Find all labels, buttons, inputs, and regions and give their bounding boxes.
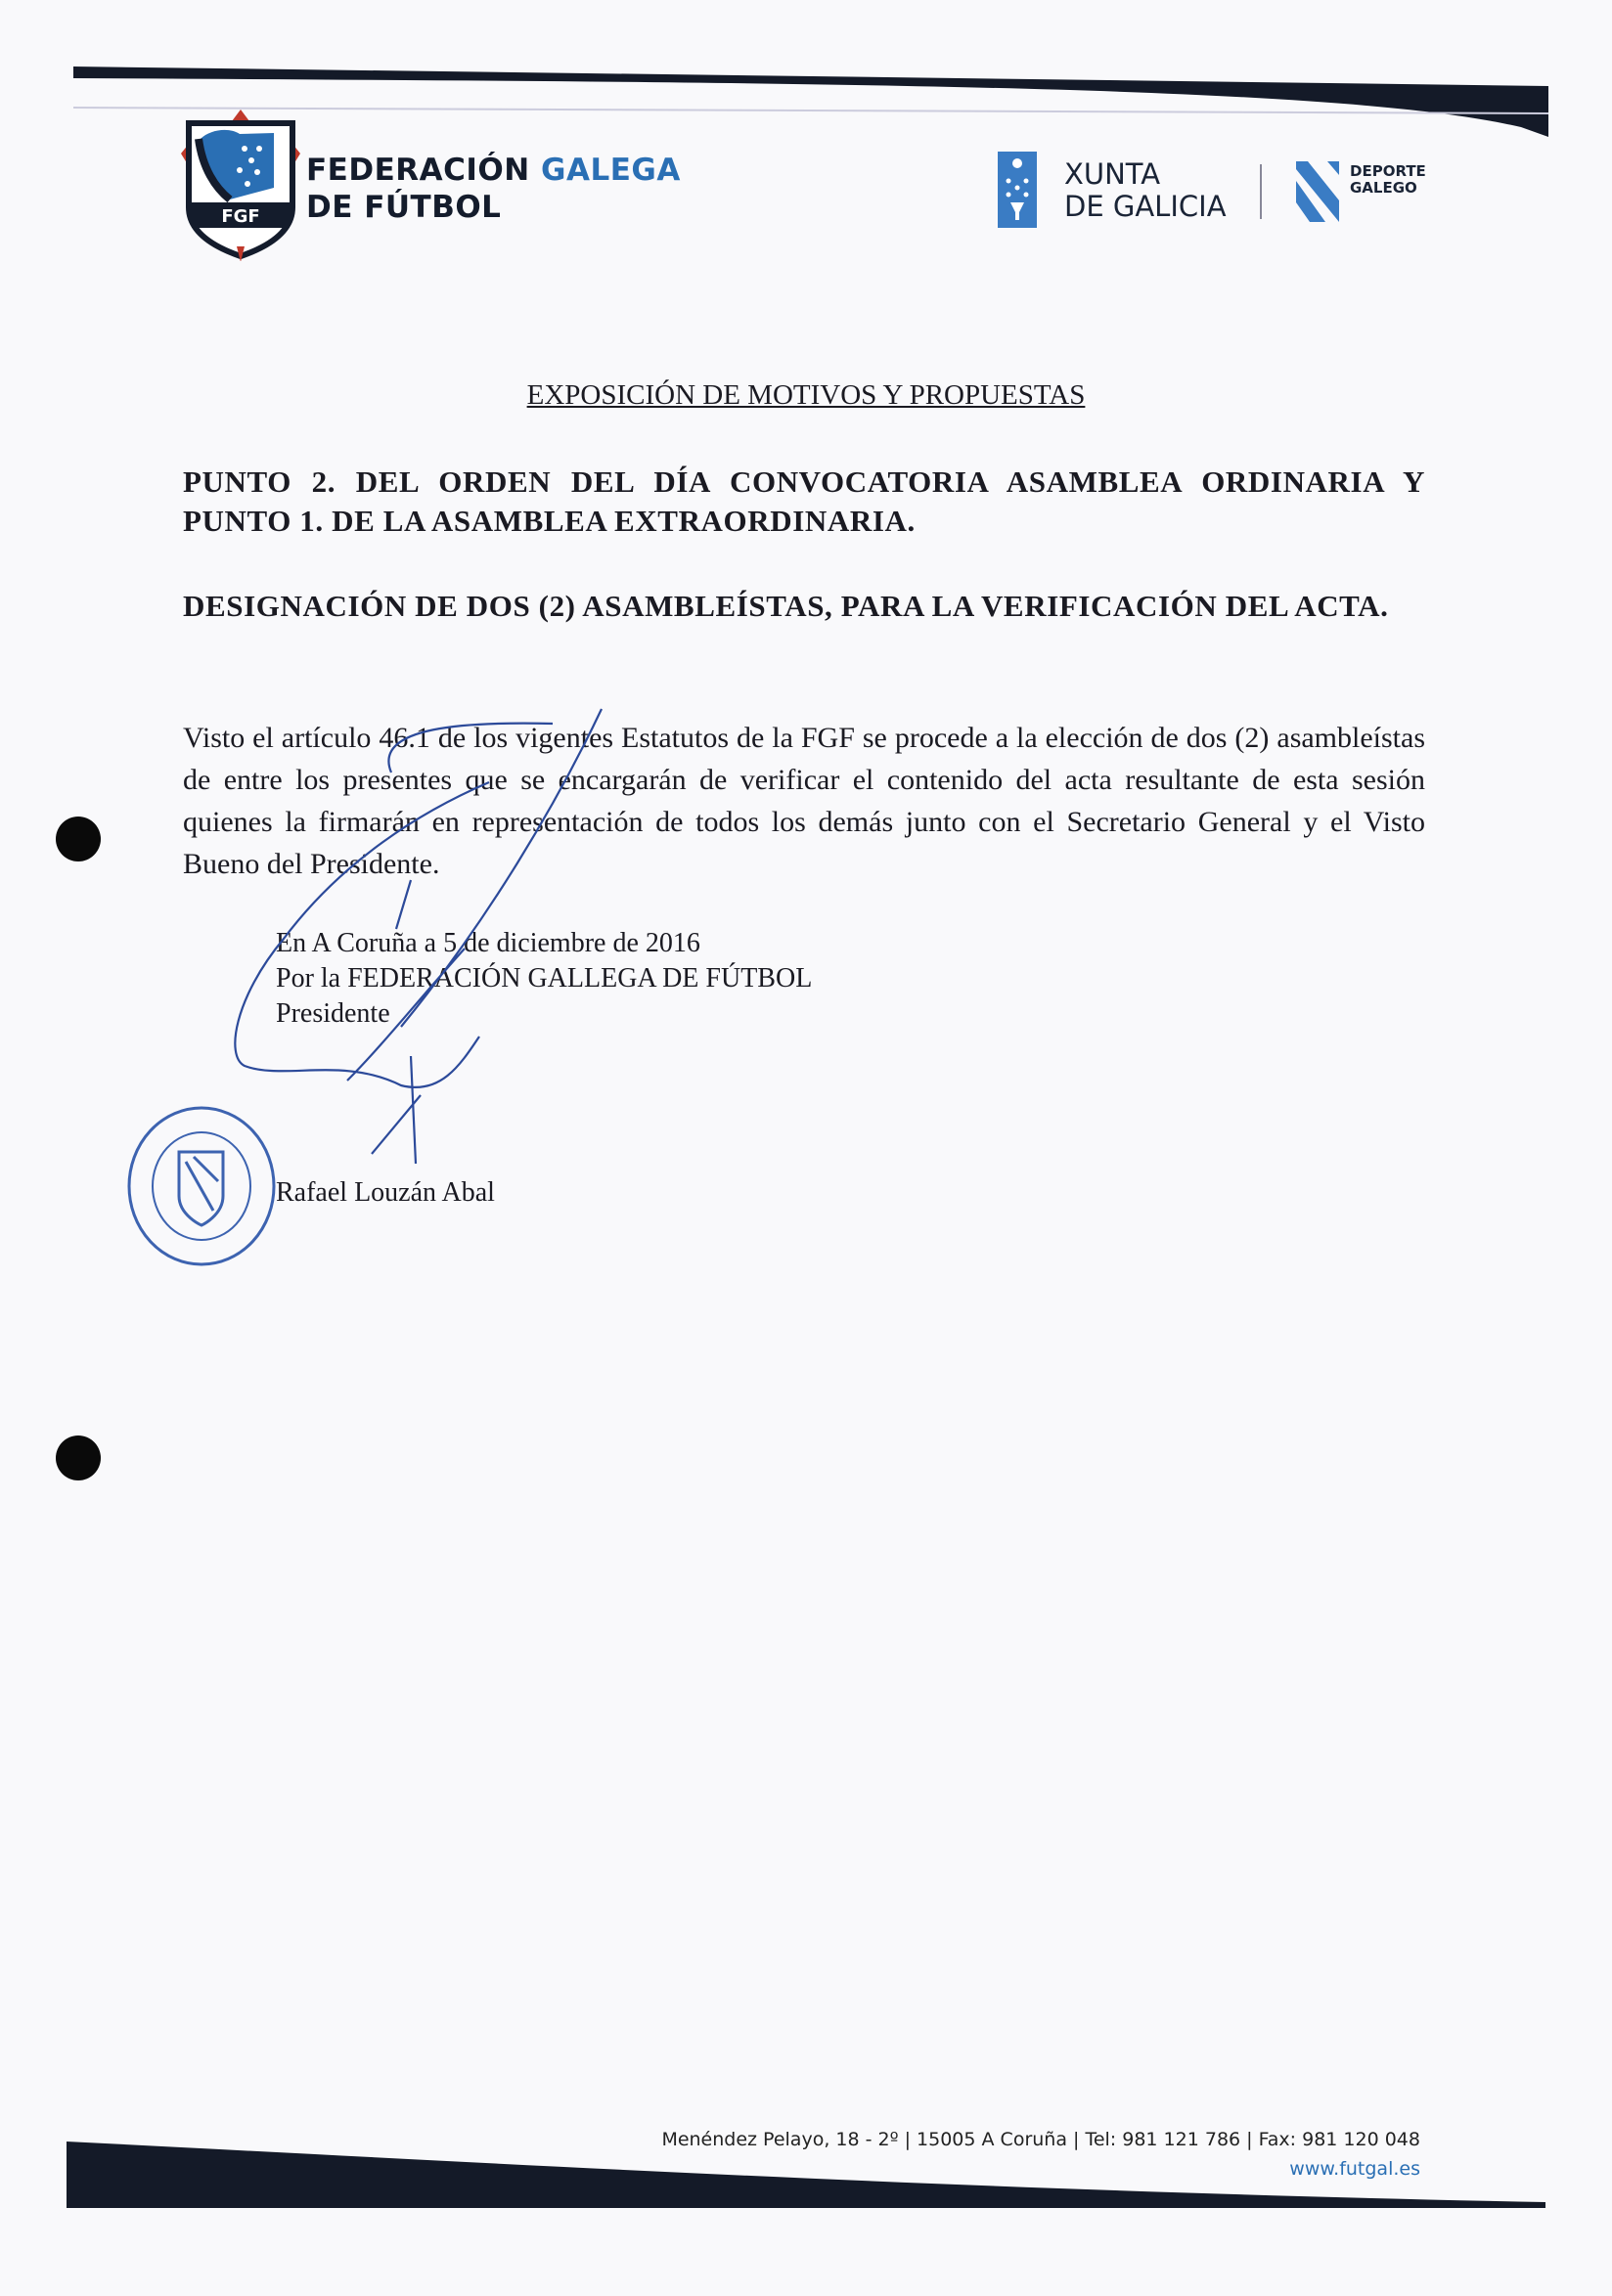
punch-hole xyxy=(56,817,101,861)
role: Presidente xyxy=(276,998,390,1029)
footer-website-link[interactable]: www.futgal.es xyxy=(1289,2158,1420,2180)
xunta-emblem-icon xyxy=(998,152,1037,228)
xunta-line2: DE GALICIA xyxy=(1064,190,1227,223)
designation-heading: DESIGNACIÓN DE DOS (2) ASAMBLEÍSTAS, PARA LA VERIFICACIÓN DEL ACTA. xyxy=(183,589,1389,623)
logo-divider xyxy=(1260,164,1262,219)
place-date: En A Coruña a 5 de diciembre de 2016 xyxy=(276,928,700,958)
org-name xyxy=(306,152,681,226)
org-name-de-futbol: DE FÚTBOL xyxy=(306,190,502,225)
signatory-name: Rafael Louzán Abal xyxy=(276,1177,495,1208)
deporte-line2: GALEGO xyxy=(1350,179,1417,197)
on-behalf: Por la FEDERACIÓN GALLEGA DE FÚTBOL xyxy=(276,963,813,993)
point-heading: PUNTO 2. DEL ORDEN DEL DÍA CONVOCATORIA ASAMBLEA ORDINARIA Y PUNTO 1. DE LA ASAMBLEA EXTRAORDINARIA. xyxy=(183,464,1425,538)
xunta-line1: XUNTA xyxy=(1064,157,1161,191)
org-name-federacion: FEDERACIÓN xyxy=(306,153,530,188)
fgf-logo-text: FGF xyxy=(221,206,260,227)
body-paragraph: Visto el artículo 46.1 de los vigentes Estatutos de la FGF se procede a la elección de dos (2) asambleístas de entre los presentes que se encargarán de verificar el contenido del acta resultante de esta sesión quienes la firmarán en representación de todos los demás junto con el Secretario General y el Visto Bueno del Presidente. xyxy=(183,722,1425,880)
document-title: EXPOSICIÓN DE MOTIVOS Y PROPUESTAS xyxy=(526,379,1086,411)
fgf-shield-logo xyxy=(181,110,300,261)
deporte-galego-icon xyxy=(1296,161,1339,222)
deporte-galego-text xyxy=(1350,163,1426,197)
handwritten-signature xyxy=(225,704,714,1173)
footer-address: Menéndez Pelayo, 18 - 2º | 15005 A Coruña | Tel: 981 121 786 | Fax: 981 120 048 xyxy=(661,2129,1420,2150)
xunta-logo-text xyxy=(1064,158,1227,223)
deporte-line1: DEPORTE xyxy=(1350,162,1426,180)
official-stamp xyxy=(125,1103,278,1269)
footer-decorative-bar xyxy=(67,2132,1545,2210)
punch-hole xyxy=(56,1435,101,1480)
org-name-galega: GALEGA xyxy=(541,153,681,188)
